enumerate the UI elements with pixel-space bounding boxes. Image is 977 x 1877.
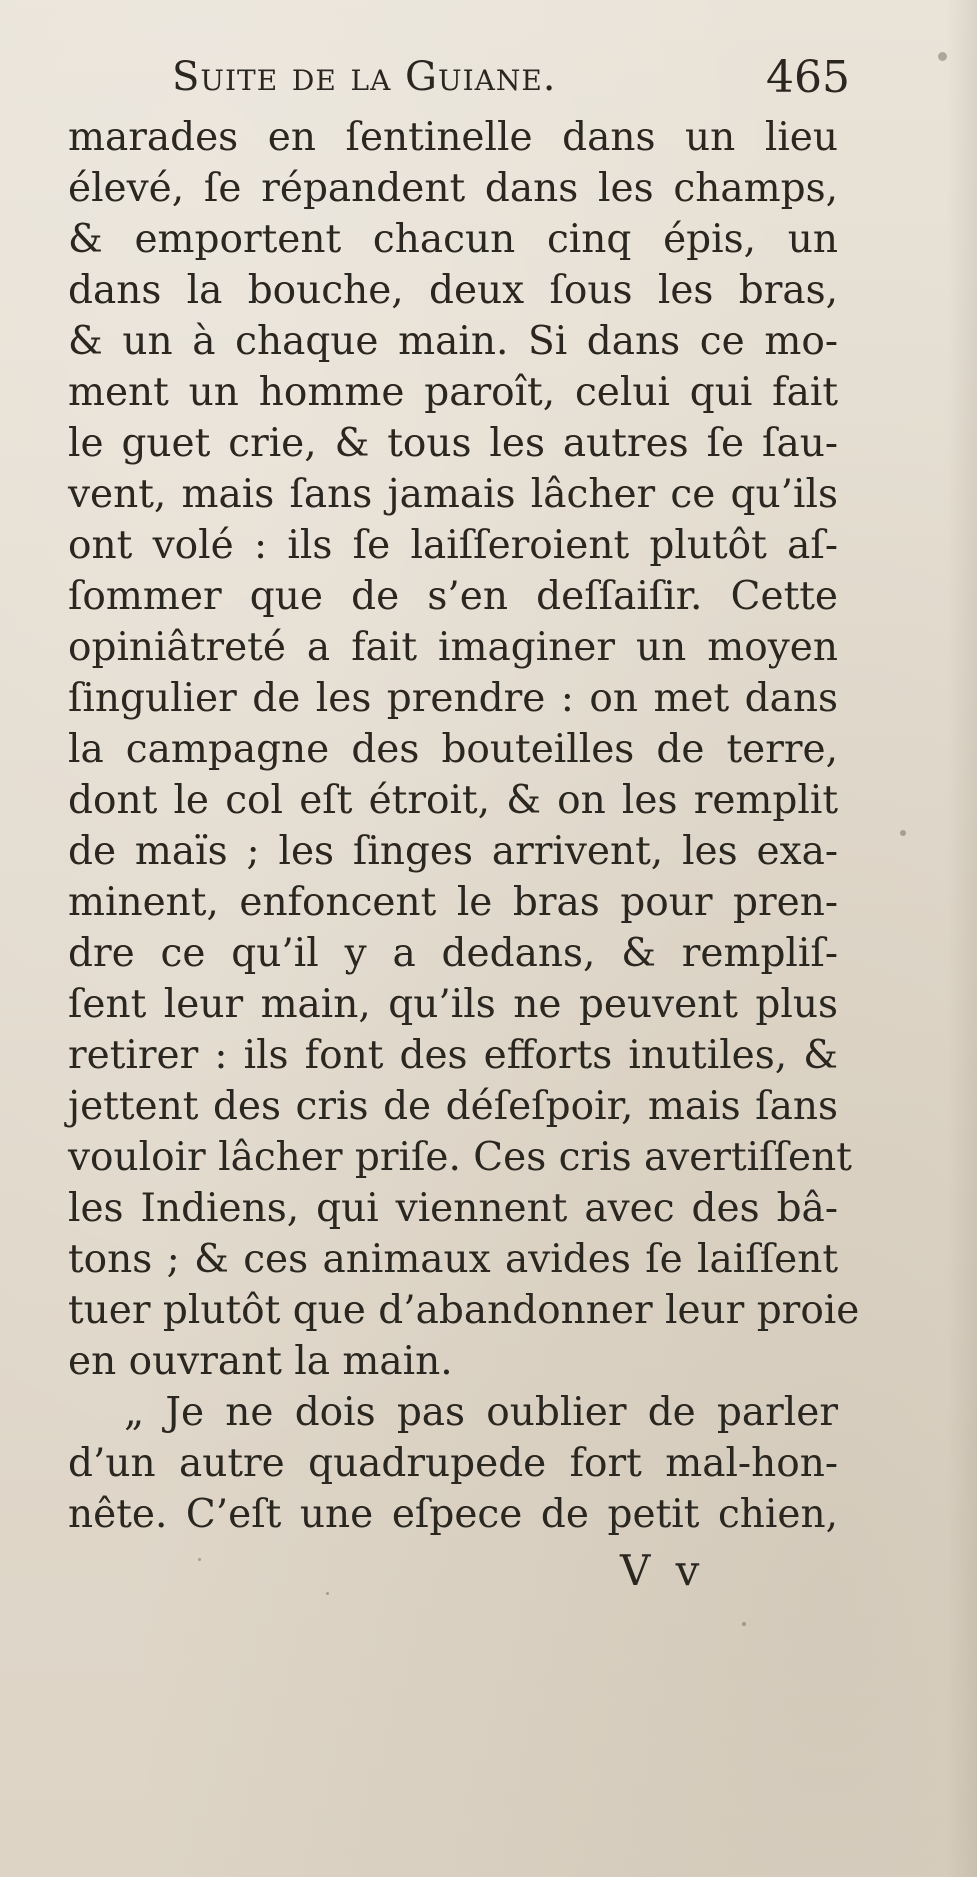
page-edge-shadow (947, 0, 977, 1877)
text-line: minent, enfoncent le bras pour pren- (68, 880, 838, 925)
text-line: retirer : ils font des efforts inutiles, & (68, 1033, 838, 1078)
text-line: de maïs ; les ſinges arrivent, les exa- (68, 829, 838, 874)
text-line: élevé, ſe répandent dans les champs, (68, 166, 838, 211)
text-line: jettent des cris de déſeſpoir, mais ſans (68, 1084, 838, 1129)
text-line: & un à chaque main. Si dans ce mo- (68, 319, 838, 364)
page-header (150, 50, 850, 120)
text-line: ſommer que de s’en deſſaiſir. Cette (68, 574, 838, 619)
text-line: ſent leur main, qu’ils ne peuvent plus (68, 982, 838, 1027)
text-line: & emportent chacun cinq épis, un (68, 217, 838, 262)
text-line: opiniâtreté a fait imaginer un moyen (68, 625, 838, 670)
paper-speck (742, 1622, 746, 1626)
text-line: tuer plutôt que d’abandonner leur proie (68, 1288, 860, 1333)
text-line: ment un homme paroît, celui qui fait (68, 370, 838, 415)
paper-speck (938, 52, 947, 61)
text-line: nête. C’eſt une eſpece de petit chien, (68, 1492, 838, 1537)
text-line: d’un autre quadrupede fort mal-hon- (68, 1441, 838, 1486)
page-number: 465 (766, 52, 850, 103)
body-text (68, 112, 860, 1540)
text-line: dans la bouche, deux ſous les bras, (68, 268, 838, 313)
text-line: la campagne des bouteilles de terre, (68, 727, 838, 772)
text-line: le guet crie, & tous les autres ſe ſau- (68, 421, 838, 466)
paragraph-start-line: „ Je ne dois pas oublier de parler (124, 1390, 838, 1435)
paper-speck (198, 1558, 201, 1561)
text-line: ont volé : ils ſe laiſſeroient plutôt aſ- (68, 523, 838, 568)
paragraph-end-line: en ouvrant la main. (68, 1339, 453, 1384)
text-line: marades en ſentinelle dans un lieu (68, 115, 838, 160)
text-line: vouloir lâcher priſe. Ces cris avertiſſent (68, 1135, 852, 1180)
text-line: dont le col eſt étroit, & on les remplit (68, 778, 838, 823)
paper-speck (900, 830, 906, 836)
text-line: ſingulier de les prendre : on met dans (68, 676, 838, 721)
text-line: vent, mais ſans jamais lâcher ce qu’ils (68, 472, 838, 517)
text-line: tons ; & ces animaux avides ſe laiſſent (68, 1237, 838, 1282)
text-line: dre ce qu’il y a dedans, & rempliſ- (68, 931, 838, 976)
running-title: Suite de la Guiane. (172, 54, 557, 100)
signature-mark: V v (620, 1546, 706, 1595)
text-line: les Indiens, qui viennent avec des bâ- (68, 1186, 838, 1231)
paper-speck (326, 1592, 329, 1595)
